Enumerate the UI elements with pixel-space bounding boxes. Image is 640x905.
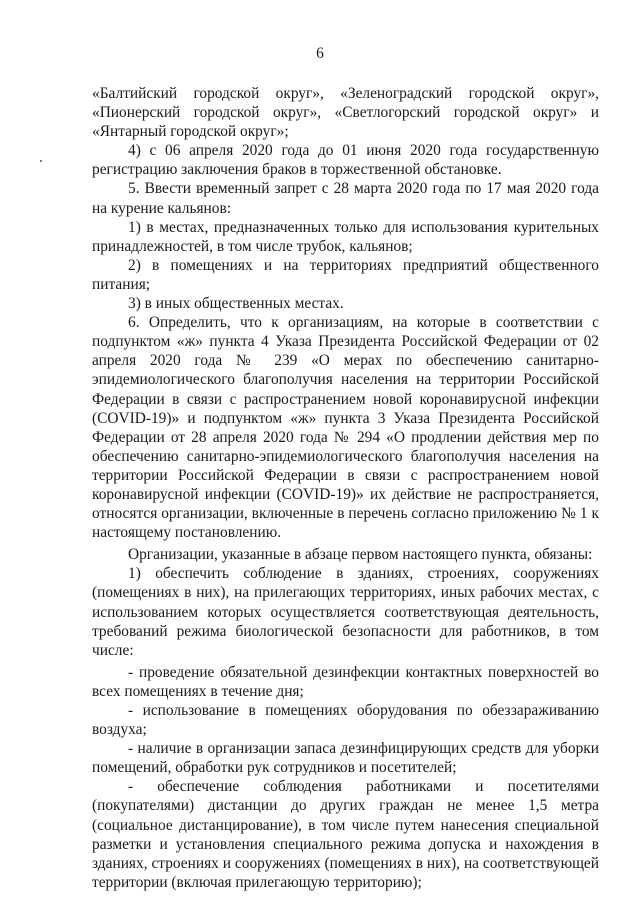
paragraph-section-5-item-1: 1) в местах, предназначенных только для использования курительных принадлежностей, в том числе трубок, кальянов;: [92, 218, 599, 255]
paragraph-obligation-1: 1) обеспечить соблюдение в зданиях, строениях, сооружениях (помещениях в них), на прилегающих территориях, иных рабочих местах, с использованием которых осуществляется соответствующая деятельность, требований режима биологической безопасности для работников, в том числе:: [92, 565, 599, 659]
list-item-disinfectant-supply: - наличие в организации запаса дезинфицирующих средств для уборки помещений, обработки рук сотрудников и посетителей;: [92, 740, 599, 777]
paragraph-organizations-obliged: Организации, указанные в абзаце первом настоящего пункта, обязаны:: [128, 546, 593, 564]
paragraph-section-5-item-2: 2) в помещениях и на территориях предприятий общественного питания;: [92, 256, 599, 293]
list-item-social-distancing: - обеспечение соблюдения работниками и посетителями (покупателями) дистанции до других граждан не менее 1,5 метра (социальное дистанцирование), в том числе путем нанесения специальной разметки и установления специального режима допуска и нахождения в зданиях, строениях и сооружениях (помещениях в них), на соответствующей территории (включая прилегающую территорию);: [92, 778, 599, 891]
page-number: 6: [316, 45, 324, 62]
list-item-air-disinfection: - использование в помещениях оборудования по обеззараживанию воздуха;: [92, 702, 599, 739]
paragraph-section-5-item-3: 3) в иных общественных местах.: [128, 295, 344, 313]
paragraph-municipalities-continued: «Балтийский городской округ», «Зеленоградский городской округ», «Пионерский городской округ», «Светлогорский городской округ» и «Янтарный городской округ»;: [92, 85, 599, 141]
list-item-disinfection: - проведение обязательной дезинфекции контактных поверхностей во всех помещениях в течение дня;: [92, 663, 599, 700]
document-body: [92, 84, 599, 892]
scan-artifact-dot: [40, 160, 42, 162]
paragraph-item-4-marriage-registration: 4) с 06 апреля 2020 года до 01 июня 2020 года государственную регистрацию заключения браков в торжественной обстановке.: [92, 142, 599, 179]
paragraph-section-5-hookah-ban: 5. Ввести временный запрет с 28 марта 2020 года по 17 мая 2020 года на курение кальянов:: [92, 180, 599, 217]
paragraph-section-6-organizations: 6. Определить, что к организациям, на которые в соответствии с подпунктом «ж» пункта 4 Указа Президента Российской Федерации от 02 апреля 2020 года № 239 «О мерах по обеспечению санитарно-эпидемиологического благополучия населения на территории Российской Федерации в связи с распространением новой коронавирусной инфекции (COVID-19)» и подпунктом «ж» пункта 3 Указа Президента Российской Федерации от 28 апреля 2020 года № 294 «О продлении действия мер по обеспечению санитарно-эпидемиологического благополучия населения на территории Российской Федерации в связи с распространением новой коронавирусной инфекции (COVID-19)» их действие не распространяется, относятся организации, включенные в перечень согласно приложению № 1 к настоящему постановлению.: [92, 314, 599, 542]
